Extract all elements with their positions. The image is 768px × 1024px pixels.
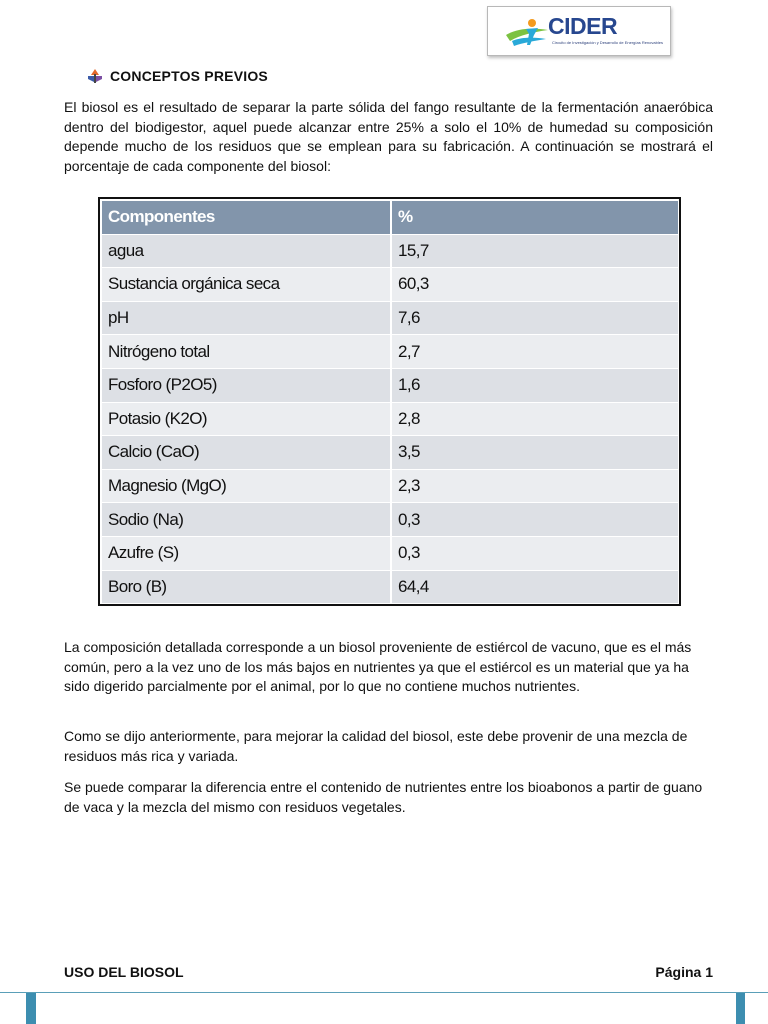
component-percent: 2,8 xyxy=(392,403,678,437)
footer-accent-right xyxy=(736,993,745,1024)
table-row xyxy=(102,335,678,369)
table-row xyxy=(102,268,678,302)
component-name: pH xyxy=(102,302,392,336)
component-percent: 2,3 xyxy=(392,470,678,504)
component-percent: 7,6 xyxy=(392,302,678,336)
comparison-paragraph: Se puede comparar la diferencia entre el contenido de nutrientes entre los bioabonos a partir de guano de vaca y la mezcla del mismo con residuos vegetales. xyxy=(64,779,703,815)
cider-logo-wordmark: CIDER xyxy=(548,13,618,39)
footer-accent-left xyxy=(26,993,36,1024)
table-row xyxy=(102,302,678,336)
component-name: Sodio (Na) xyxy=(102,503,392,537)
composition-table xyxy=(102,201,678,604)
section-title: CONCEPTOS PREVIOS xyxy=(110,68,268,84)
table-row xyxy=(102,537,678,571)
cider-logo-icon xyxy=(504,15,550,49)
table-header-row xyxy=(102,201,678,235)
component-percent: 2,7 xyxy=(392,335,678,369)
table-row xyxy=(102,571,678,605)
component-percent: 0,3 xyxy=(392,537,678,571)
component-name: Nitrógeno total xyxy=(102,335,392,369)
cider-logo xyxy=(487,6,671,56)
component-name: Boro (B) xyxy=(102,571,392,605)
component-name: Sustancia orgánica seca xyxy=(102,268,392,302)
component-name: Calcio (CaO) xyxy=(102,436,392,470)
table-row xyxy=(102,403,678,437)
intro-paragraph: El biosol es el resultado de separar la parte sólida del fango resultante de la fermentación anaeróbica dentro del biodigestor, aquel puede alcanzar entre 25% a solo el 10% de humedad su composición depende mucho de los residuos que se emplean para su fabricación. A continuación se mostrará el porcentaje de cada componente del biosol: xyxy=(64,99,713,174)
footer-divider xyxy=(0,992,768,993)
table-row xyxy=(102,503,678,537)
section-heading xyxy=(86,68,268,84)
table-row xyxy=(102,369,678,403)
component-percent: 60,3 xyxy=(392,268,678,302)
table-row xyxy=(102,436,678,470)
component-percent: 15,7 xyxy=(392,235,678,269)
header-percent: % xyxy=(392,201,678,235)
cider-logo-tagline: Circuito de Investigación y Desarrollo de Energías Renovables xyxy=(552,40,663,45)
component-name: agua xyxy=(102,235,392,269)
footer-title: USO DEL BIOSOL xyxy=(64,964,184,980)
component-percent: 1,6 xyxy=(392,369,678,403)
component-name: Azufre (S) xyxy=(102,537,392,571)
component-percent: 0,3 xyxy=(392,503,678,537)
composition-table-frame xyxy=(98,197,681,606)
component-percent: 64,4 xyxy=(392,571,678,605)
component-name: Potasio (K2O) xyxy=(102,403,392,437)
table-row xyxy=(102,470,678,504)
quality-paragraph: Como se dijo anteriormente, para mejorar la calidad del biosol, este debe provenir de una mezcla de residuos más rica y variada. xyxy=(64,728,688,764)
arrow-bullet-icon xyxy=(86,68,104,84)
component-name: Magnesio (MgO) xyxy=(102,470,392,504)
table-row xyxy=(102,235,678,269)
component-name: Fosforo (P2O5) xyxy=(102,369,392,403)
component-percent: 3,5 xyxy=(392,436,678,470)
page-number: Página 1 xyxy=(655,964,713,980)
composition-paragraph: La composición detallada corresponde a un biosol proveniente de estiércol de vacuno, que es el más común, pero a la vez uno de los más bajos en nutrientes ya que el estiércol es un material que ya ha sido digerido parcialmente por el animal, por lo que no contiene muchos nutrientes. xyxy=(64,639,692,695)
header-componentes: Componentes xyxy=(102,201,392,235)
